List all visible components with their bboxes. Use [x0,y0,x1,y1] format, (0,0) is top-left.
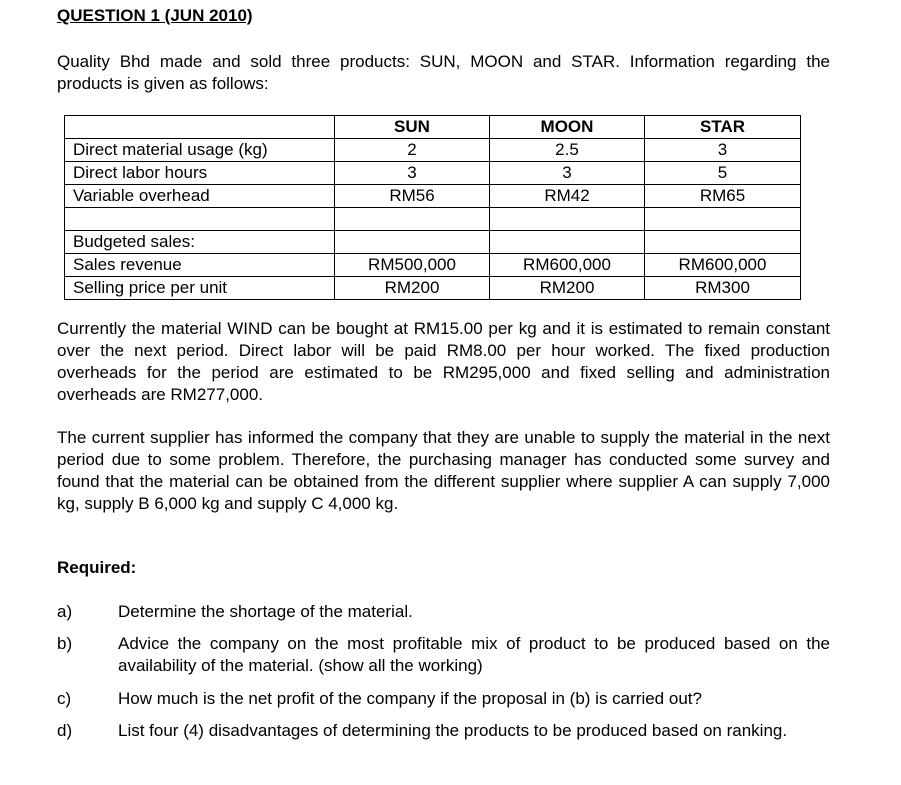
cell-value: 2.5 [490,139,645,162]
table-header-row [65,116,801,139]
cell-value: 5 [645,162,801,185]
question-item [57,633,830,677]
spacer-cell [490,208,645,231]
header-moon: MOON [490,116,645,139]
supplier-paragraph: The current supplier has informed the company that they are unable to supply the material in the next period due to some problem. Therefore, the purchasing manager has conducted some survey and found that the material can be obtained from the different supplier where supplier A can supply 7,000 kg, supply B 6,000 kg and supply C 4,000 kg. [57,428,830,513]
row-label: Direct material usage (kg) [65,139,335,162]
table-row [65,254,801,277]
empty-cell [490,231,645,254]
question-letter: b) [57,634,73,653]
cell-value: RM600,000 [490,254,645,277]
row-label-budget: Budgeted sales: [65,231,335,254]
cell-value: 2 [335,139,490,162]
intro-paragraph: Quality Bhd made and sold three products: SUN, MOON and STAR. Information regarding the products is given as follows: [57,52,830,93]
table-row [65,162,801,185]
header-sun: SUN [335,116,490,139]
cell-value: RM500,000 [335,254,490,277]
cell-value: 3 [490,162,645,185]
cell-value: RM300 [645,277,801,300]
spacer-cell [645,208,801,231]
row-label: Direct labor hours [65,162,335,185]
empty-cell [335,231,490,254]
row-label: Selling price per unit [65,277,335,300]
row-label: Sales revenue [65,254,335,277]
question-text: Advice the company on the most profitable mix of product to be produced based on the availability of the material. (show all the working) [118,634,830,675]
header-blank-cell [65,116,335,139]
question-letter: d) [57,721,73,740]
question-letter: c) [57,689,72,708]
question-text: Determine the shortage of the material. [118,602,413,621]
spacer-cell [65,208,335,231]
cell-value: RM600,000 [645,254,801,277]
table-row [65,185,801,208]
cell-value: RM200 [335,277,490,300]
material-cost-paragraph: Currently the material WIND can be bought at RM15.00 per kg and it is estimated to remain constant over the next period. Direct labor will be paid RM8.00 per hour worked. The fixed production overheads for the period are estimated to be RM295,000 and fixed selling and administration overheads are RM277,000. [57,319,830,404]
empty-cell [645,231,801,254]
question-heading: QUESTION 1 (JUN 2010) [57,6,253,25]
cell-value: 3 [645,139,801,162]
required-label: Required: [57,558,137,577]
table-row [65,277,801,300]
cell-value: RM65 [645,185,801,208]
question-item [57,720,830,742]
product-info-table [64,115,801,300]
cell-value: 3 [335,162,490,185]
cell-value: RM42 [490,185,645,208]
question-text: How much is the net profit of the company if the proposal in (b) is carried out? [118,689,702,708]
question-item [57,601,830,623]
spacer-cell [335,208,490,231]
cell-value: RM200 [490,277,645,300]
question-text: List four (4) disadvantages of determining the products to be produced based on ranking. [118,721,788,740]
row-label: Variable overhead [65,185,335,208]
cell-value: RM56 [335,185,490,208]
table-row [65,231,801,254]
question-letter: a) [57,602,73,621]
table-row [65,139,801,162]
question-item [57,688,830,710]
table-spacer-row [65,208,801,231]
header-star: STAR [645,116,801,139]
